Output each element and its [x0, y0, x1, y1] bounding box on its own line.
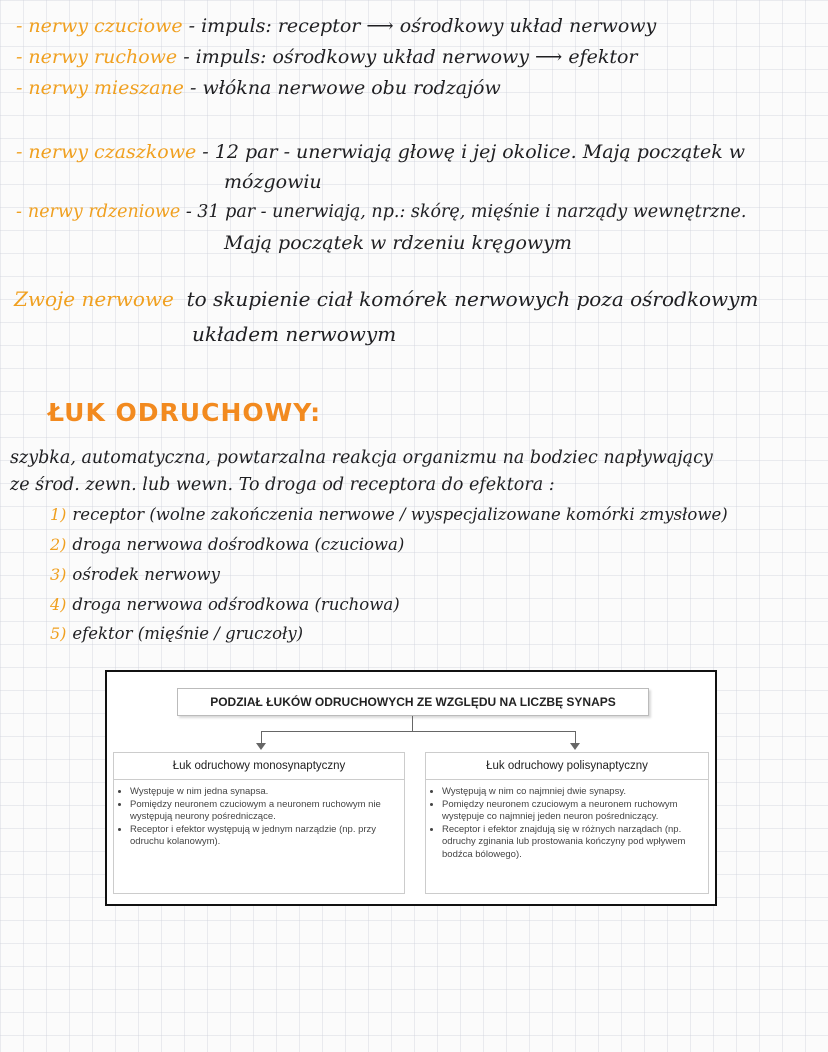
nerve-type-mixed — [16, 76, 501, 100]
reflex-step — [50, 533, 404, 557]
dash-marker: - — [16, 77, 23, 99]
step-text: ośrodek nerwowy — [72, 565, 220, 584]
step-number: 1) — [50, 505, 67, 524]
reflex-arc-title: ŁUK ODRUCHOWY: — [48, 398, 322, 427]
reflex-step — [50, 503, 728, 527]
synapse-classification-figure — [105, 670, 717, 906]
monosynaptic-title: Łuk odruchowy monosynaptyczny — [114, 753, 404, 780]
connector-vertical — [412, 716, 413, 731]
list-item: • Występuje w nim jedna synapsa. — [130, 786, 404, 799]
ganglia-line2: układem nerwowym — [192, 322, 397, 346]
term-sensory: nerwy czuciowe — [28, 15, 183, 37]
list-item: • Receptor i efektor znajdują się w różnych narządach (np. odruchy zginania lub prostowania kończyny pod wpływem bodźca bólowego). — [442, 824, 708, 862]
dash-marker: - — [16, 141, 23, 163]
desc-mixed: - włókna nerwowe obu rodzajów — [189, 77, 501, 99]
spinal-line2: Mają początek w rdzeniu kręgowym — [224, 232, 572, 254]
dash-marker: - — [16, 202, 22, 222]
term-cranial: nerwy czaszkowe — [28, 141, 197, 163]
connector-right — [575, 731, 576, 743]
monosynaptic-list — [114, 786, 404, 849]
polysynaptic-column — [425, 752, 709, 894]
list-item: • Pomiędzy neuronem czuciowym a neuronem ruchowym występuje co najmniej jeden neuron pośredniczący. — [442, 799, 708, 824]
list-item: • Receptor i efektor występują w jednym narządzie (np. przy odruchu kolanowym). — [130, 824, 404, 849]
cranial-line1: - 12 par - unerwiają głowę i jej okolice. Mają początek w — [202, 141, 746, 163]
dash-marker: - — [16, 15, 23, 37]
term-motor: nerwy ruchowe — [28, 46, 178, 68]
ganglia-line1: to skupienie ciał komórek nerwowych poza ośrodkowym — [186, 287, 759, 311]
reflex-step — [50, 593, 400, 617]
reflex-step — [50, 563, 220, 587]
monosynaptic-column — [113, 752, 405, 894]
step-text: droga nerwowa odśrodkowa (ruchowa) — [72, 595, 400, 614]
step-number: 4) — [50, 595, 67, 614]
connector-left — [261, 731, 262, 743]
reflex-def-line1: szybka, automatyczna, powtarzalna reakcja organizmu na bodziec napływający — [10, 448, 713, 468]
polysynaptic-list — [426, 786, 708, 861]
step-number: 2) — [50, 535, 67, 554]
nerve-type-sensory — [16, 14, 656, 38]
spinal-line1: - 31 par - unerwiają, np.: skórę, mięśnie i narządy wewnętrzne. — [185, 202, 747, 222]
spinal-nerves — [16, 200, 746, 224]
arrow-down-icon — [570, 743, 580, 750]
cranial-nerves — [16, 140, 745, 164]
ganglia-definition — [14, 287, 758, 311]
dash-marker: - — [16, 46, 23, 68]
step-number: 3) — [50, 565, 67, 584]
reflex-step — [50, 622, 303, 646]
step-text: receptor (wolne zakończenia nerwowe / wyspecjalizowane komórki zmysłowe) — [72, 505, 728, 524]
desc-sensory: - impuls: receptor ⟶ ośrodkowy układ nerwowy — [188, 15, 657, 37]
reflex-def-line2: ze środ. zewn. lub wewn. To droga od receptora do efektora : — [10, 475, 555, 495]
figure-header: PODZIAŁ ŁUKÓW ODRUCHOWYCH ZE WZGLĘDU NA LICZBĘ SYNAPS — [177, 688, 649, 716]
nerve-type-motor — [16, 45, 638, 69]
connector-horizontal — [261, 731, 575, 732]
term-mixed: nerwy mieszane — [28, 77, 184, 99]
term-spinal: nerwy rdzeniowe — [27, 202, 181, 222]
cranial-line2: mózgowiu — [224, 171, 322, 193]
desc-motor: - impuls: ośrodkowy układ nerwowy ⟶ efektor — [183, 46, 638, 68]
step-text: efektor (mięśnie / gruczoły) — [72, 624, 304, 643]
list-item: • Pomiędzy neuronem czuciowym a neuronem ruchowym nie występują neurony pośredniczące. — [130, 799, 404, 824]
step-text: droga nerwowa dośrodkowa (czuciowa) — [72, 535, 405, 554]
list-item: • Występują w nim co najmniej dwie synapsy. — [442, 786, 708, 799]
step-number: 5) — [50, 624, 67, 643]
arrow-down-icon — [256, 743, 266, 750]
term-ganglia: Zwoje nerwowe — [14, 287, 174, 311]
polysynaptic-title: Łuk odruchowy polisynaptyczny — [426, 753, 708, 780]
